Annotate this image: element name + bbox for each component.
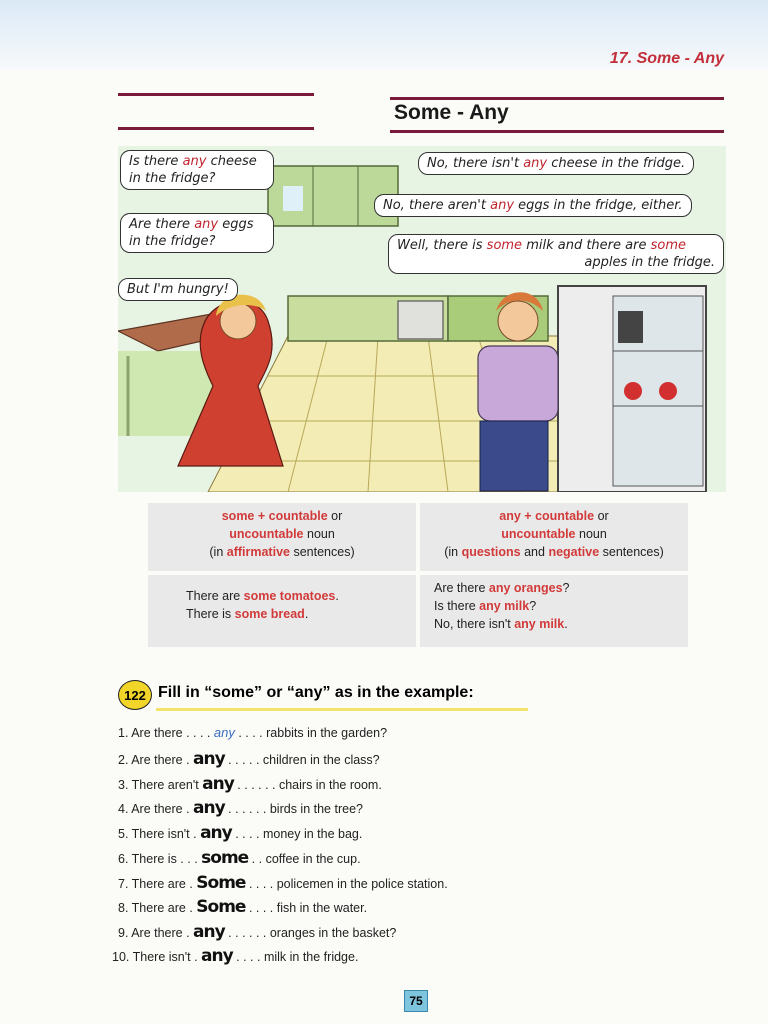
item-answer[interactable]: Some [196, 897, 246, 917]
item-answer[interactable]: any [201, 946, 233, 966]
bubble-text: Well, there is [397, 238, 487, 253]
bubble-text: But I'm hungry! [127, 282, 229, 297]
example-text: No, there isn't [434, 617, 515, 631]
example-text: ? [529, 599, 537, 613]
bubble-text: apples in the fridge. [584, 255, 715, 270]
bubble-keyword: any [490, 198, 515, 213]
item-answer[interactable]: any [193, 749, 225, 769]
bubble-text: milk and there are [522, 238, 651, 253]
item-lead: 4. Are there [118, 802, 183, 816]
item-lead: 5. There isn't [118, 827, 190, 841]
bubble-keyword: any [182, 154, 207, 169]
item-dots: . [182, 802, 194, 816]
item-answer[interactable]: any [193, 922, 225, 942]
item-rest: birds in the tree? [269, 802, 363, 816]
item-answer[interactable]: any [193, 798, 225, 818]
example-line [434, 597, 688, 615]
item-dots: . [185, 901, 197, 915]
item-answer[interactable]: any [202, 774, 234, 794]
example-key: any milk [479, 599, 530, 613]
example-text: . [564, 617, 568, 631]
item-rest: milk in the fridge. [263, 950, 359, 964]
bubble-text: No, there aren't [383, 198, 491, 213]
exercise-item [118, 725, 387, 740]
item-lead: 6. There is [118, 852, 177, 866]
item-dots: . . . . [231, 827, 263, 841]
bubble-keyword: any [523, 156, 548, 171]
rule-text: sentences) [599, 545, 664, 559]
item-rest: money in the bag. [262, 827, 363, 841]
bubble-keyword: some [486, 238, 523, 253]
rule-key: uncountable [229, 527, 304, 541]
example-text: . [304, 607, 309, 621]
chapter-heading: 17. Some - Any [609, 50, 724, 67]
item-dots: . . . . [182, 726, 214, 740]
bubble-text: Is there [129, 154, 183, 169]
rule-key: any + countable [499, 509, 595, 523]
item-dots: . . . [176, 852, 202, 866]
header-rule [118, 127, 314, 130]
rule-text: (in [444, 545, 462, 559]
exercise-item [118, 922, 396, 942]
item-rest: fish in the water. [276, 901, 368, 915]
item-lead: 7. There are [118, 877, 186, 891]
item-answer[interactable]: some [201, 848, 249, 868]
page-title: Some - Any [394, 101, 509, 124]
item-rest: rabbits in the garden? [266, 726, 388, 740]
item-lead: 3. There aren't [118, 778, 199, 792]
item-dots: . [189, 827, 201, 841]
item-rest: chairs in the room. [278, 778, 382, 792]
example-text: . [335, 589, 339, 603]
item-lead: 10. There isn't [112, 950, 191, 964]
rule-text: (in [209, 545, 227, 559]
example-line [434, 615, 688, 633]
example-text: There are [186, 589, 244, 603]
exercise-item [118, 798, 363, 818]
any-rule-box [420, 503, 688, 571]
item-lead: 1. Are there [118, 726, 183, 740]
item-dots: . . . . . . [233, 778, 279, 792]
rule-key: some + countable [221, 509, 328, 523]
some-rule-box [148, 503, 416, 571]
example-text: There is [186, 607, 235, 621]
example-text: Is there [434, 599, 480, 613]
exercise-item [118, 774, 382, 794]
item-dots: . [182, 753, 194, 767]
item-answer[interactable]: Some [196, 873, 246, 893]
bubble-keyword: any [194, 217, 219, 232]
exercise-item [118, 873, 448, 893]
item-dots: . . . . [245, 901, 277, 915]
exercise-item [118, 897, 367, 917]
item-dots: . [190, 950, 202, 964]
item-dots: . . . . [234, 726, 267, 740]
instruction-highlight [156, 708, 528, 711]
exercise-item [118, 848, 361, 868]
example-line [186, 605, 416, 623]
example-text: Are there [434, 581, 489, 595]
bubble-text: No, there isn't [427, 156, 524, 171]
item-dots: . [182, 926, 194, 940]
rule-text: or [327, 509, 343, 523]
example-text: ? [562, 581, 570, 595]
item-dots: . . . . [232, 950, 264, 964]
bubble-text: cheese in the fridge. [547, 156, 686, 171]
example-key: any milk [514, 617, 565, 631]
exercise-item [118, 823, 362, 843]
bubble-text: cheese in the fridge? [129, 154, 257, 186]
item-rest: coffee in the cup. [265, 852, 361, 866]
example-key: any oranges [488, 581, 563, 595]
item-dots: . [185, 877, 197, 891]
header-rule [390, 130, 724, 133]
item-rest: oranges in the basket? [269, 926, 397, 940]
item-dots: . . . . . [224, 753, 263, 767]
rule-text: or [594, 509, 609, 523]
speech-bubble [120, 213, 274, 253]
exercise-item [112, 946, 358, 966]
rule-key: questions [461, 545, 521, 559]
rule-key: uncountable [501, 527, 576, 541]
item-rest: children in the class? [262, 753, 380, 767]
rule-text: noun [303, 527, 335, 541]
speech-bubble [374, 194, 692, 217]
item-answer[interactable]: any [213, 725, 235, 740]
rule-text: and [520, 545, 549, 559]
example-key: some bread [234, 607, 305, 621]
item-lead: 2. Are there [118, 753, 183, 767]
speech-bubble [418, 152, 694, 175]
header-rule [390, 97, 724, 100]
some-examples-box [148, 575, 416, 647]
exercise-item [118, 749, 380, 769]
speech-bubble [120, 150, 274, 190]
exercise-number-badge: 122 [118, 680, 152, 710]
speech-bubble [388, 234, 724, 274]
example-line [434, 579, 688, 597]
page-number: 75 [404, 990, 428, 1012]
item-lead: 9. Are there [118, 926, 183, 940]
speech-bubble [118, 278, 238, 301]
bubble-text: eggs in the fridge? [129, 217, 254, 249]
item-dots: . . [248, 852, 266, 866]
item-rest: policemen in the police station. [276, 877, 448, 891]
item-dots: . . . . . . [224, 802, 270, 816]
item-dots: . . . . [245, 877, 277, 891]
exercise-instruction: Fill in “some” or “any” as in the example: [158, 684, 474, 701]
item-dots: . . . . . . [224, 926, 270, 940]
bubble-text: Are there [129, 217, 195, 232]
rule-text: noun [575, 527, 607, 541]
bubble-text: eggs in the fridge, either. [514, 198, 683, 213]
example-line [186, 587, 416, 605]
rule-key: affirmative [226, 545, 290, 559]
rule-text: sentences) [289, 545, 355, 559]
any-examples-box [420, 575, 688, 647]
item-answer[interactable]: any [200, 823, 232, 843]
item-lead: 8. There are [118, 901, 186, 915]
rule-key: negative [548, 545, 600, 559]
kitchen-illustration [118, 146, 726, 492]
bubble-keyword: some [650, 238, 686, 253]
header-rule [118, 93, 314, 96]
example-key: some tomatoes [243, 589, 336, 603]
